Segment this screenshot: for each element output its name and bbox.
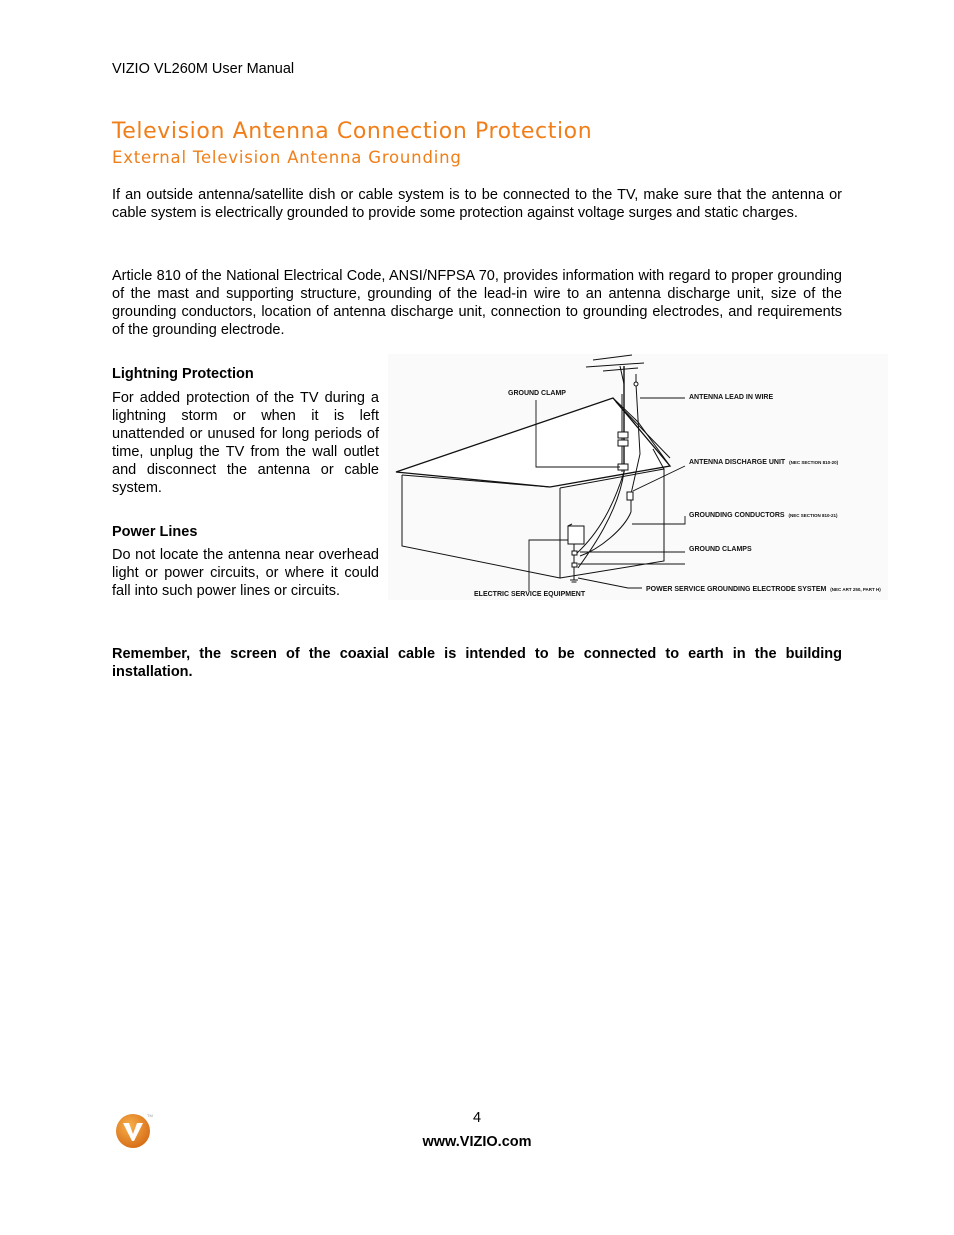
label-power-service-grounding: POWER SERVICE GROUNDING ELECTRODE SYSTEM (NEC ART 250, PART H) [646, 586, 881, 593]
svg-text:TM: TM [147, 1113, 153, 1118]
lightning-body: For added protection of the TV during a lightning storm or when it is left unattended or unused for long periods of time, unplug the TV from the wall outlet and disconnect the antenna or cable system. [112, 390, 379, 496]
article-paragraph: Article 810 of the National Electrical Code, ANSI/NFPSA 70, provides information with regard to proper grounding of the mast and supporting structure, grounding of the lead-in wire to an antenna discharge unit, size of the grounding conductors, location of antenna discharge unit, connection to grounding electrodes, and requirements of the grounding electrode. [112, 268, 842, 338]
power-lines-body: Do not locate the antenna near overhead light or power circuits, or where it could fall into such power lines or circuits. [112, 547, 379, 599]
power-lines-heading: Power Lines [112, 524, 198, 540]
intro-paragraph: If an outside antenna/satellite dish or cable system is to be connected to the TV, make sure that the antenna or cable system is electrically grounded to provide some protection against voltage surges and static charges. [112, 187, 842, 221]
footer-url: www.VIZIO.com [422, 1134, 532, 1150]
label-ground-clamps: GROUND CLAMPS [689, 546, 752, 553]
label-antenna-discharge-unit: ANTENNA DISCHARGE UNIT (NEC SECTION 810-20) [689, 459, 839, 466]
manual-title: VIZIO VL260M User Manual [112, 61, 295, 77]
label-electric-service-equipment: ELECTRIC SERVICE EQUIPMENT [474, 591, 586, 598]
section-title: Television Antenna Connection Protection [112, 119, 593, 144]
label-grounding-conductors: GROUNDING CONDUCTORS (NEC SECTION 810-21) [689, 512, 838, 519]
section-subtitle: External Television Antenna Grounding [112, 148, 462, 167]
lightning-heading: Lightning Protection [112, 366, 254, 382]
label-antenna-lead-in-wire: ANTENNA LEAD IN WIRE [689, 394, 774, 401]
page-number: 4 [472, 1110, 482, 1126]
label-ground-clamp: GROUND CLAMP [508, 390, 566, 397]
antenna-grounding-diagram [388, 354, 888, 600]
remember-note: Remember, the screen of the coaxial cable is intended to be connected to earth in the building installation. [112, 646, 842, 680]
